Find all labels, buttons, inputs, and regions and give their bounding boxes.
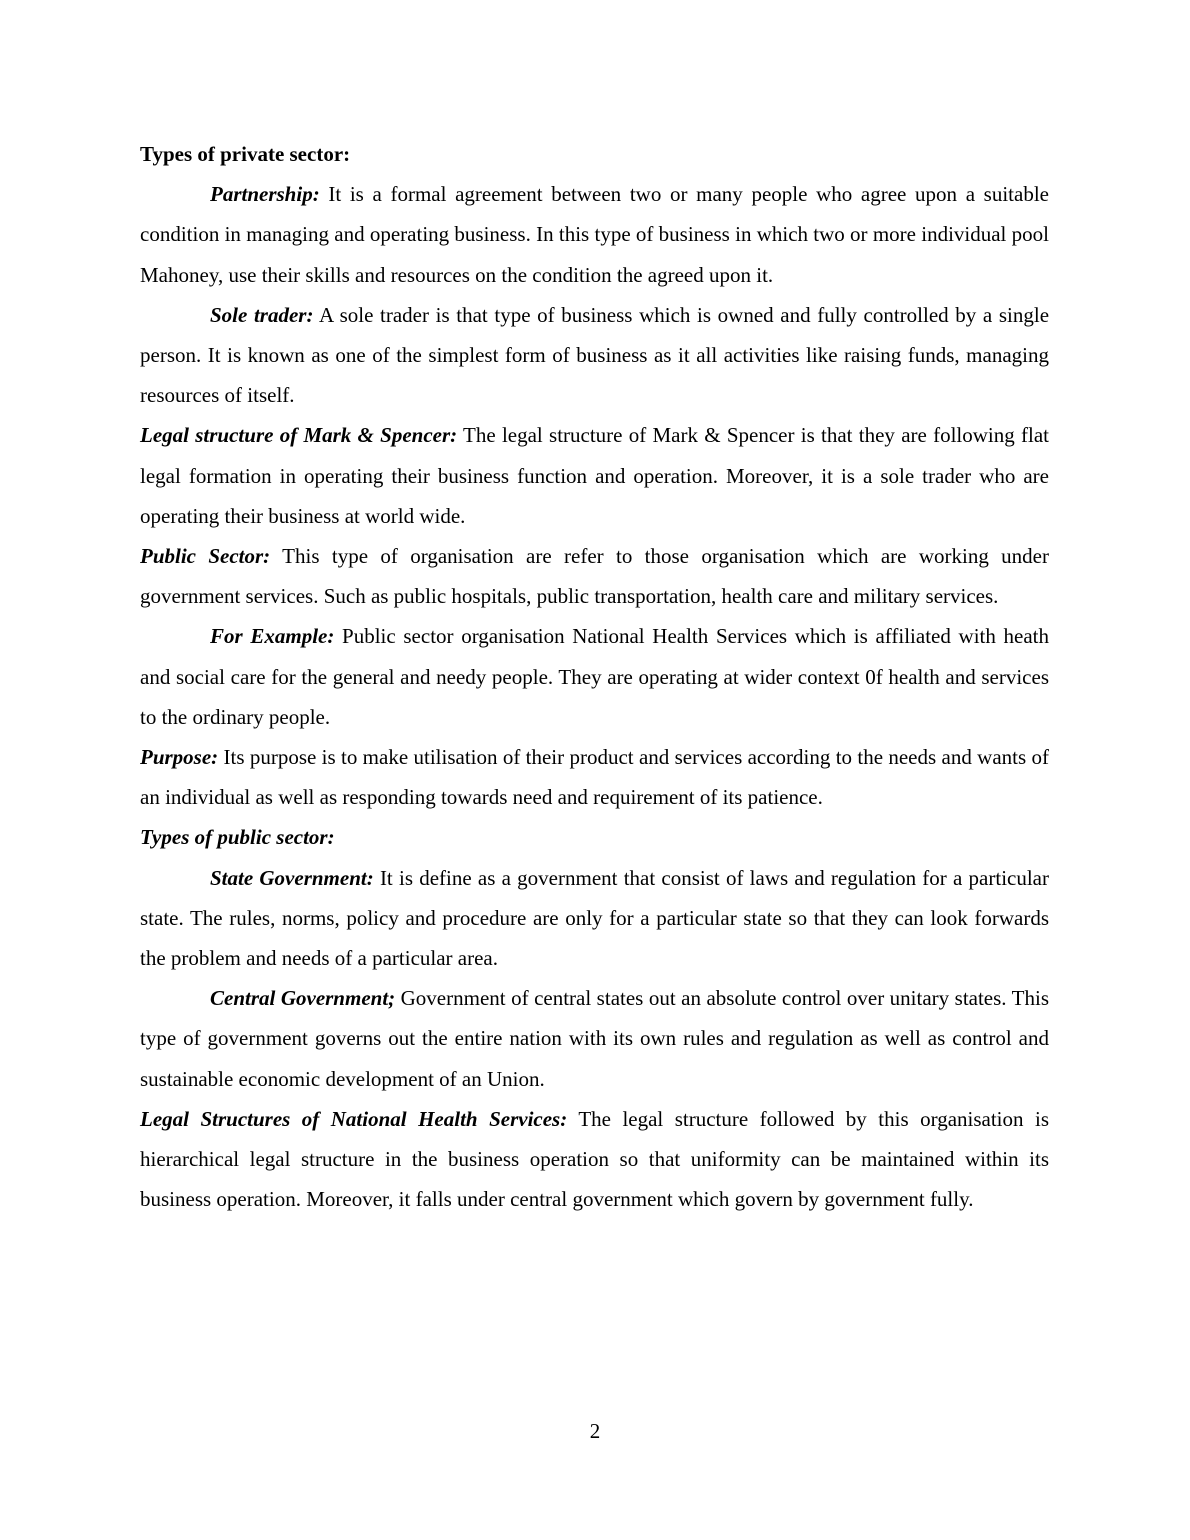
- heading-types-of-public-sector: Types of public sector:: [140, 825, 335, 850]
- term-public-sector: Public Sector:: [140, 544, 271, 569]
- paragraph-public-sector: [140, 536, 1049, 616]
- paragraph-text: Its purpose is to make utilisation of their product and services according to the needs and wants of an individual as well as responding towards need and requirement of its patience.: [140, 745, 1049, 810]
- term-purpose: Purpose:: [140, 745, 219, 770]
- paragraph-purpose: [140, 737, 1049, 817]
- paragraph-legal-structures-nhs: [140, 1099, 1049, 1220]
- paragraph-text: The legal structure of Mark & Spencer is that they are following flat legal formation in operating their business function and operation. Moreover, it is a sole trader who are operating their business at world wide.: [140, 423, 1050, 528]
- paragraph-central-government: [140, 978, 1049, 1099]
- term-partnership: Partnership:: [210, 182, 320, 207]
- term-legal-structure-mark-spencer: Legal structure of Mark & Spencer:: [140, 423, 458, 448]
- term-sole-trader: Sole trader:: [210, 302, 314, 327]
- paragraph-sole-trader: [140, 295, 1049, 416]
- heading-types-of-private-sector: Types of private sector:: [140, 142, 351, 166]
- paragraph-text: Government of central states out an absolute control over unitary states. This type of government governs out the entire nation with its own rules and regulation as well as control and sustainable economic development of an Union.: [140, 986, 1049, 1091]
- paragraph-partnership: [140, 174, 1049, 295]
- paragraph-text: It is a formal agreement between two or many people who agree upon a suitable condition in managing and operating business. In this type of business in which two or more individual pool Mahoney, use their skills and resources on the condition the agreed upon it.: [140, 182, 1049, 287]
- paragraph-for-example: [140, 616, 1049, 737]
- page-number: 2: [589, 1419, 601, 1443]
- paragraph-text: The legal structure followed by this organisation is hierarchical legal structure in the business operation so that uniformity can be maintained within its business operation. Moreover, it falls under central government which govern by government fully.: [140, 1106, 1050, 1212]
- term-legal-structures-nhs: Legal Structures of National Health Services:: [140, 1106, 568, 1131]
- term-state-government: State Government:: [210, 865, 374, 890]
- term-central-government: Central Government;: [210, 986, 396, 1011]
- term-for-example: For Example:: [210, 624, 335, 649]
- page-content: [140, 134, 1049, 1219]
- paragraph-legal-structure-mark-spencer: [140, 415, 1049, 536]
- paragraph-state-government: [140, 858, 1049, 979]
- paragraph-text: It is define as a government that consist of laws and regulation for a particular state. The rules, norms, policy and procedure are only for a particular state so that they can look forwards the problem and needs of a particular area.: [140, 865, 1049, 971]
- paragraph-text: This type of organisation are refer to those organisation which are working under government services. Such as public hospitals, public transportation, health care and military services.: [140, 544, 1049, 609]
- paragraph-text: Public sector organisation National Health Services which is affiliated with heath and social care for the general and needy people. They are operating at wider context 0f health and services to the ordinary people.: [140, 624, 1050, 729]
- paragraph-text: A sole trader is that type of business which is owned and fully controlled by a single person. It is known as one of the simplest form of business as it all activities like raising funds, managing resources of itself.: [140, 302, 1050, 408]
